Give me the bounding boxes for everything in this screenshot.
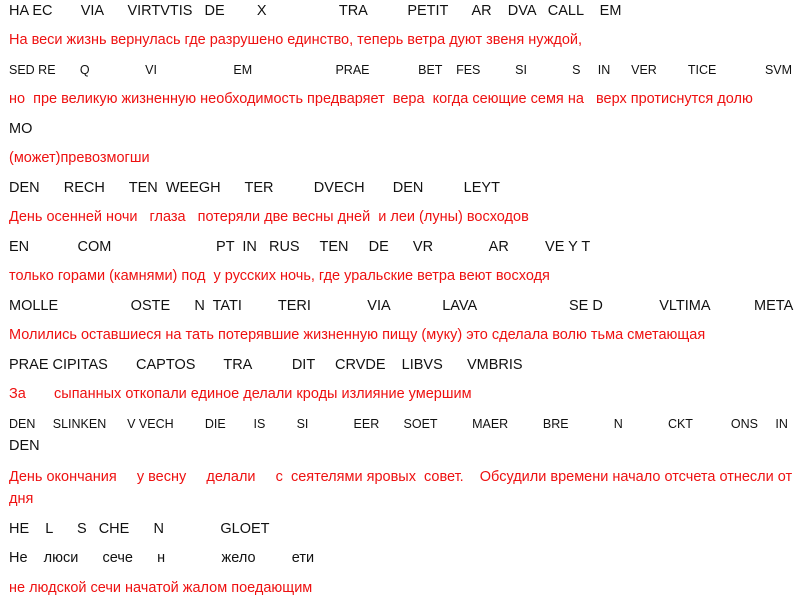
translation-line-1: На веси жизнь вернулась где разрушено единство, теперь ветра дуют звеня нуждой, <box>9 32 583 48</box>
latin-line-7-cont: DEN <box>9 438 40 454</box>
translation-line-2: но пре великую жизненную необходимость предваряет вера когда сеющие семя на верх протиснутся долю <box>9 91 753 107</box>
latin-line-8: HE L S CHE N GLOET <box>9 521 270 537</box>
latin-line-6: PRAE CIPITAS CAPTOS TRA DIT CRVDE LIBVS VMBRIS <box>9 357 523 373</box>
translation-line-7-cont: дня <box>9 491 34 507</box>
latin-line-3: DEN RECH TEN WEEGH TER DVECH DEN LEYT <box>9 180 500 196</box>
latin-line-5: MOLLE OSTE N TATI TERI VIA LAVA SE D VLTIMA META <box>9 298 794 314</box>
translation-line-7: День окончания у весну делали с сеятелями яровых совет. Обсудили времени начало отсчета отнесли от <box>9 469 793 485</box>
latin-line-2-cont: MO <box>9 121 33 137</box>
translation-line-3: День осенней ночи глаза потеряли две весны дней и леи (луны) восходов <box>9 209 529 225</box>
transliteration-line-8: Не люси сече н жело ети <box>9 550 315 566</box>
latin-line-7: DEN SLINKEN V VECH DIE IS SI EER SOET MAER BRE N CKT ONS IN <box>9 417 788 431</box>
translation-line-5: Молились оставшиеся на тать потерявшие жизненную пищу (муку) это сделала волю тьма сметающая <box>9 327 706 343</box>
translation-line-2-cont: (может)превозмогши <box>9 150 150 166</box>
translation-line-6: За сыпанных откопали единое делали кроды излияние умершим <box>9 386 472 402</box>
latin-line-4: EN COM PT IN RUS TEN DE VR AR VE Y T <box>9 239 591 255</box>
latin-line-2: SED RE Q VI EM PRAE BET FES SI S IN VER TICE SVM <box>9 63 793 77</box>
translation-line-8: не людской сечи начатой жалом поедающим <box>9 580 313 596</box>
latin-line-1: HA EC VIA VIRTVTIS DE X TRA PETIT AR DVA CALL EM <box>9 3 622 19</box>
translation-line-4: только горами (камнями) под у русских ночь, где уральские ветра веют восходя <box>9 268 550 284</box>
